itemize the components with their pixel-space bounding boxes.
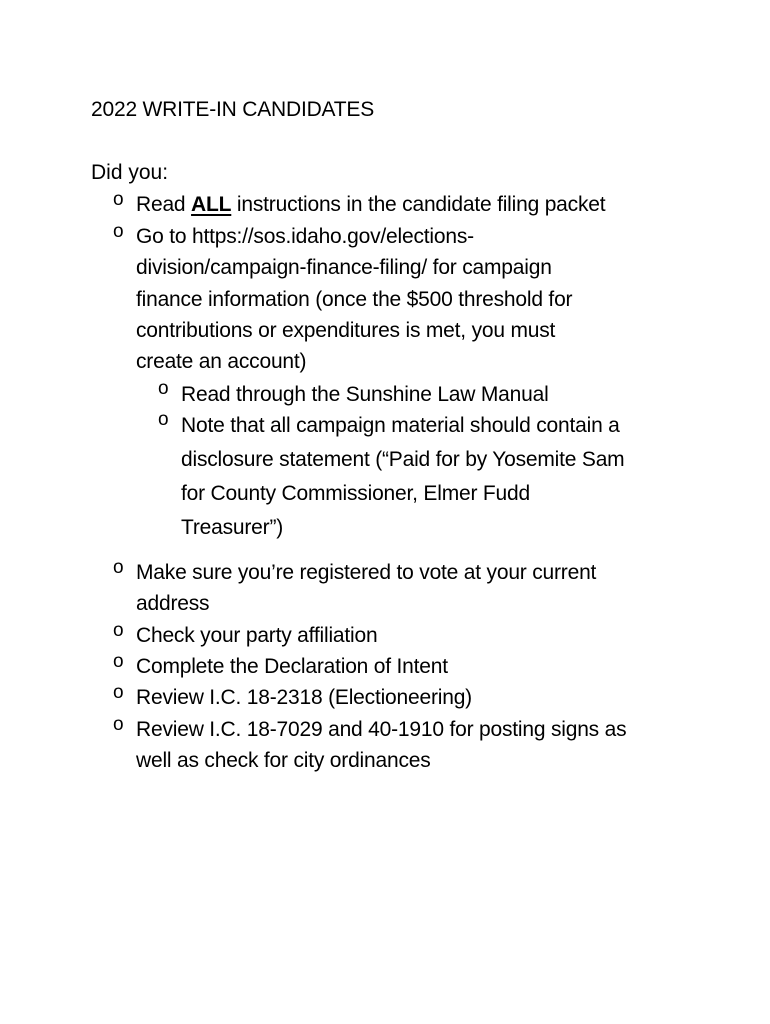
sub-item-text: Read through the Sunshine Law Manual (181, 383, 549, 406)
checklist-item-text: Review I.C. 18-7029 and 40-1910 for posting signs as well as check for city ordinances (136, 718, 627, 773)
hollow-circle-bullet-icon: o (158, 409, 169, 430)
hollow-circle-bullet-icon: o (113, 651, 124, 672)
checklist-item-text: Go to https://sos.idaho.gov/elections- division/campaign-finance-filing/ for campaign finance information (once the $500 threshold for contributions or expenditures is met, you must create an account) (136, 225, 573, 374)
hollow-circle-bullet-icon: o (113, 682, 124, 703)
document-title: 2022 WRITE-IN CANDIDATES (91, 98, 375, 121)
hollow-circle-bullet-icon: o (113, 189, 124, 210)
hollow-circle-bullet-icon: o (113, 557, 124, 578)
checklist-item-text (136, 189, 605, 220)
hollow-circle-bullet-icon: o (113, 221, 124, 242)
hollow-circle-bullet-icon: o (113, 714, 124, 735)
intro-text: Did you: (91, 161, 169, 184)
sub-item-text: Note that all campaign material should contain a disclosure statement (“Paid for by Yosemite Sam for County Commissioner, Elmer Fudd Treasurer”) (181, 414, 625, 539)
hollow-circle-bullet-icon: o (113, 620, 124, 641)
checklist-item-text: Check your party affiliation (136, 624, 378, 647)
read-prefix: Read (136, 193, 192, 216)
checklist-item-text: Review I.C. 18-2318 (Electioneering) (136, 686, 472, 709)
hollow-circle-bullet-icon: o (158, 378, 169, 399)
read-emphasis: ALL (191, 193, 232, 216)
checklist-item-text: Make sure you’re registered to vote at your current address (136, 561, 597, 616)
checklist-item-text: Complete the Declaration of Intent (136, 655, 448, 678)
read-suffix: instructions in the candidate filing packet (231, 193, 606, 216)
